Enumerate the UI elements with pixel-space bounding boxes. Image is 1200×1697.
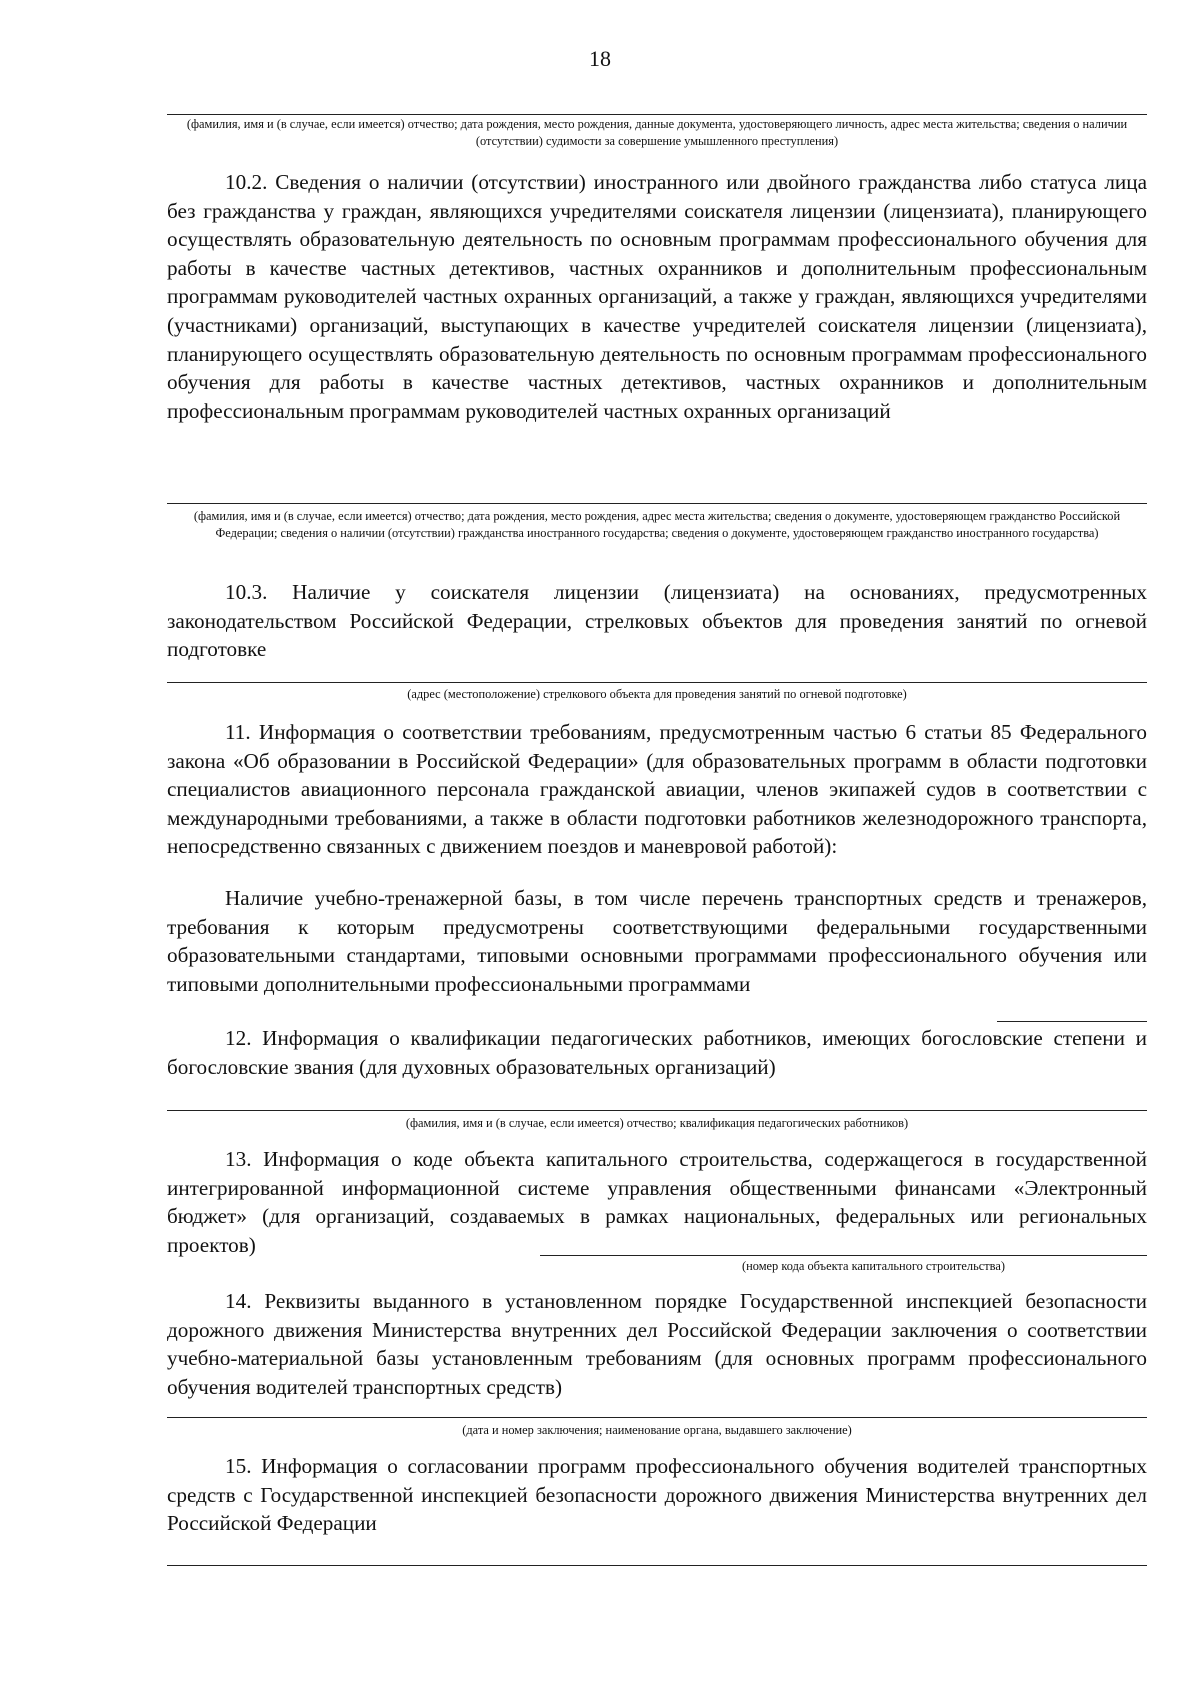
page-number: 18 — [589, 46, 611, 71]
fill-line — [167, 1110, 1147, 1111]
fill-line — [167, 682, 1147, 683]
paragraph-10-2: 10.2. Сведения о наличии (отсутствии) иностранного или двойного гражданства либо статуса лица без гражданства у граждан, являющихся учредителями соискателя лицензии (лицензиата), планирующего осуществлять образовательную деятельность по основным программам профессионального обучения для работы в качестве частных детективов, частных охранников и дополнительным профессиональным программам руководителей частных охранных организаций, а также у граждан, являющихся учредителями (участниками) организаций, выступающих в качестве учредителей соискателя лицензии (лицензиата), планирующего осуществлять образовательную деятельность по основным программам профессионального обучения для работы в качестве частных детективов, частных охранников и дополнительным профессиональным программам руководителей частных охранных организаций — [167, 170, 1147, 423]
fill-line — [167, 503, 1147, 504]
paragraph-11: 11. Информация о соответствии требованиям, предусмотренным частью 6 статьи 85 Федерального закона «Об образовании в Российской Федерации» (для образовательных программ в области подготовки специалистов авиационного персонала гражданской авиации, членов экипажей судов в соответствии с международными требованиями, а также в области подготовки работников железнодорожного транспорта, непосредственно связанных с движением поездов и маневровой работой): — [167, 720, 1147, 859]
fill-line — [540, 1255, 1147, 1256]
paragraph-14: 14. Реквизиты выданного в установленном порядке Государственной инспекцией безопасности дорожного движения Министерства внутренних дел Российской Федерации заключения о соответствии учебно-материальной базы установленным требованиям (для основных программ профессионального обучения водителей транспортных средств) — [167, 1289, 1147, 1399]
field-caption: (номер кода объекта капитального строительства) — [742, 1259, 1005, 1273]
fill-line — [997, 1021, 1147, 1022]
field-caption: (фамилия, имя и (в случае, если имеется) отчество; дата рождения, место рождения, данные документа, удостоверяющего личность, адрес места жительства; сведения о наличии (отсутствии) судимости за совершение умышленного преступления) — [186, 117, 1128, 148]
fill-line — [167, 1417, 1147, 1418]
fill-line — [167, 114, 1147, 115]
paragraph-10-3: 10.3. Наличие у соискателя лицензии (лицензиата) на основаниях, предусмотренных законодательством Российской Федерации, стрелковых объектов для проведения занятий по огневой подготовке — [167, 580, 1147, 662]
paragraph-15: 15. Информация о согласовании программ профессионального обучения водителей транспортных средств с Государственной инспекцией безопасности дорожного движения Министерства внутренних дел Российской Федерации — [167, 1454, 1147, 1536]
paragraph-12: 12. Информация о квалификации педагогических работников, имеющих богословские степени и богословские звания (для духовных образовательных организаций) — [167, 1026, 1147, 1079]
paragraph-13: 13. Информация о коде объекта капитального строительства, содержащегося в государственной интегрированной информационной системе управления общественными финансами «Электронный бюджет» (для организаций, создаваемых в рамках национальных, федеральных или региональных проектов) — [167, 1147, 1147, 1257]
field-caption: (дата и номер заключения; наименование органа, выдавшего заключение) — [462, 1423, 852, 1437]
field-caption: (адрес (местоположение) стрелкового объекта для проведения занятий по огневой подготовке) — [407, 687, 907, 701]
field-caption: (фамилия, имя и (в случае, если имеется) отчество; квалификация педагогических работников) — [405, 1116, 909, 1130]
fill-line — [167, 1565, 1147, 1566]
field-caption: (фамилия, имя и (в случае, если имеется) отчество; дата рождения, место рождения, адрес места жительства; сведения о документе, удостоверяющем гражданство Российской Федерации; сведения о наличии (отсутствии) гражданства иностранного государства; сведения о документе, удостоверяющем гражданство иностранного государства) — [193, 509, 1121, 540]
paragraph-11-subitem: Наличие учебно-тренажерной базы, в том числе перечень транспортных средств и тренажеров, требования к которым предусмотрены соответствующими федеральными государственными образовательными стандартами, типовыми основными программами профессионального обучения или типовыми дополнительными профессиональными программами — [167, 886, 1147, 996]
